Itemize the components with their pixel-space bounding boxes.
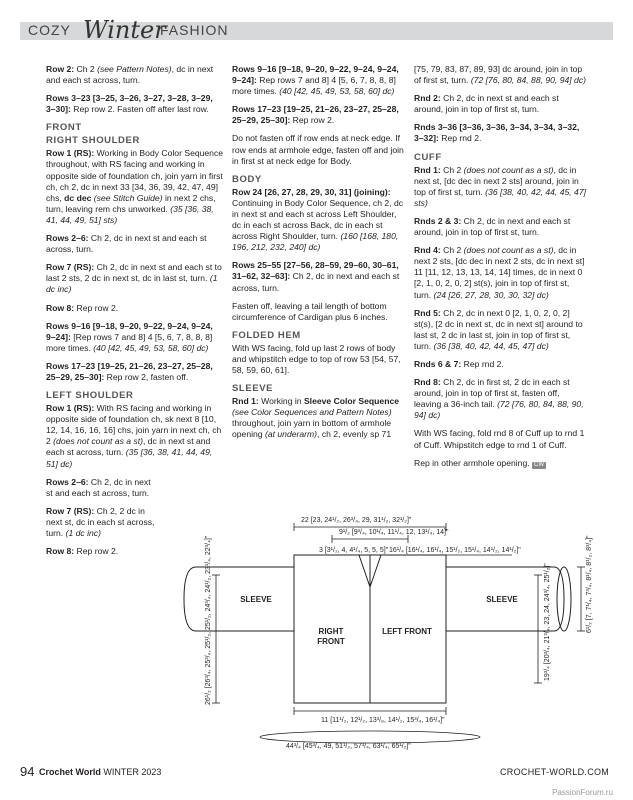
page-number: 94	[20, 764, 35, 779]
dim-cuff: 6¹/₂ [7, 7¹/₄, 7³/₄, 8¹/₄, 8¹/₂, 8³/₄]"	[586, 535, 593, 633]
header-cozy: COZY	[28, 22, 71, 38]
section-heading-right-shoulder: RIGHT SHOULDER	[46, 135, 140, 147]
section-heading-left-shoulder: LEFT SHOULDER	[46, 390, 134, 402]
paragraph: Rows 9–16 [9–18, 9–20, 9–22, 9–24, 9–24, 9–24]: Rep rows 7 and 8] 4 [5, 6, 7, 8, 8, 8] more times. (40 [42, 45, 49, 53, 58, 60] dc)	[232, 64, 399, 97]
website: CROCHET-WORLD.COM	[500, 767, 610, 777]
paragraph: Row 8: Rep row 2.	[46, 546, 119, 557]
paragraph: Do not fasten off if row ends at neck edge. If row ends at armhole edge, fasten off and join in first st at neck edge for Body.	[232, 133, 404, 166]
column-2	[232, 64, 406, 447]
paragraph: With WS facing, fold up last 2 rows of body and whipstitch edge to top of row 53 [54, 57, 58, 59, 60, 61].	[232, 342, 401, 375]
page-header	[20, 18, 613, 44]
watermark: PassionForum.ru	[552, 788, 613, 797]
paragraph: Rnd 8: Ch 2, dc in first st, 2 dc in each st around, join in top of first st, fasten off, leaving a 36-inch tail. (72 [76, 80, 84, 88, 90, 94] dc)	[414, 377, 584, 421]
section-heading-sleeve: SLEEVE	[232, 383, 274, 395]
paragraph: [75, 79, 83, 87, 89, 93] dc around, join in top of first st, turn. (72 [76, 80, 84, 88, 90, 94] dc)	[414, 64, 586, 86]
section-heading-body: BODY	[232, 173, 262, 185]
dim-shoulder-depth: 16¹/₄ [16¹/₄, 16¹/₄, 15¹/₂, 15¹/₄, 14¹/₂, 14¹/₂]"	[389, 547, 521, 554]
end-mark: CW	[534, 461, 545, 468]
section-heading-folded-hem: FOLDED HEM	[232, 329, 301, 341]
paragraph: Rnd 2: Ch 2, dc in next st and each st around, join in top of first st, turn.	[414, 93, 559, 115]
schematic-diagram	[176, 515, 596, 755]
paragraph: Row 1 (RS): Working in Body Color Sequence throughout, with RS facing and working in opposite side of foundation ch, join yarn in first ch, ch 2, dc in next 33 [34, 36, 39, 42, 47, 49] chs, dc dec (see Stitch Guide) in next 2 chs, turn, leaving rem chs unworked. (35 [36, 38, 41, 44, 49, 51] sts)	[46, 148, 224, 225]
paragraph: Rnd 4: Ch 2 (does not count as a st), dc in next 2 sts, [dc dec in next 2 sts, dc in next st] 11 [11, 12, 13, 13, 14, 14] times, dc in next 0 [2, 1, 0, 2, 0, 2] st(s), join in top of first st, turn. (24 [26, 27, 28, 30, 30, 32] dc)	[414, 245, 585, 300]
label-sleeve-left: SLEEVE	[240, 595, 272, 604]
dim-neck-depth: 3 [3¹/₂, 4, 4¹/₄, 5, 5, 5]"	[319, 547, 389, 554]
paragraph: Rnds 3–36 [3–36, 3–36, 3–34, 3–34, 3–32, 3–32]: Rep rnd 2.	[414, 122, 580, 144]
paragraph: Fasten off, leaving a tail length of bottom circumference of Cardigan plus 6 inches.	[232, 300, 388, 322]
paragraph: Row 8: Rep row 2.	[46, 302, 119, 313]
paragraph: Row 7 (RS): Ch 2, 2 dc in next st, dc in each st across, turn. (1 dc inc)	[46, 505, 155, 538]
paragraph: Rnds 2 & 3: Ch 2, dc in next and each st around, join in top of first st, turn.	[414, 215, 571, 238]
dim-sleeve-length: 19³/₄ [20³/₄, 21³/₄, 23, 24, 24³/₄, 25¹/₂]"	[544, 563, 551, 681]
dim-bottom-width: 44³/₄ [45³/₄, 49, 51¹/₂, 57³/₄, 63¹/₄, 65¹/₂]"	[286, 743, 411, 750]
dim-neck-width: 9¹/₂ [9³/₄, 10¹/₄, 11¹/₄, 12, 13¹/₄, 14]"	[339, 529, 449, 536]
paragraph: Rows 17–23 [19–25, 21–26, 23–27, 25–28, 25–29, 25–30]: Rep row 2.	[232, 104, 399, 126]
paragraph: Rnds 6 & 7: Rep rnd 2.	[414, 358, 504, 369]
paragraph: Rnd 5: Ch 2, dc in next 0 [2, 1, 0, 2, 0, 2] st(s), [2 dc in next st, dc in next st] around to last st, 2 dc in last st, join in top of first st, turn. (36 [38, 40, 42, 44, 45, 47] dc)	[414, 307, 583, 351]
paragraph: Row 24 [26, 27, 28, 29, 30, 31] (joining): Continuing in Body Color Sequence, ch 2, dc in next st and each st across Left Shoulder, dc in each st across Back, dc in each st across Right Shoulder, turn. (160 [168, 180, 196, 212, 232, 240] dc)	[232, 186, 404, 253]
paragraph: Rows 9–16 [9–18, 9–20, 9–22, 9–24, 9–24, 9–24]: [Rep rows 7 and 8] 4 [5, 6, 7, 8, 8, 8] more times. (40 [42, 45, 49, 53, 58, 60] dc)	[46, 320, 213, 353]
paragraph: Rows 3–23 [3–25, 3–26, 3–27, 3–28, 3–29, 3–30]: Rep row 2. Fasten off after last row.	[46, 93, 213, 115]
label-sleeve-right: SLEEVE	[486, 595, 518, 604]
paragraph: Rnd 1: Working in Sleeve Color Sequence (see Color Sequences and Pattern Notes) throughout, join yarn in bottom of armhole opening (at underarm), ch 2, evenly sp 71	[232, 396, 400, 440]
paragraph: Rep in other armhole opening. CW	[414, 457, 545, 468]
paragraph: Row 2: Ch 2 (see Pattern Notes), dc in next and each st across, turn.	[46, 64, 214, 86]
section-heading-front: FRONT	[46, 122, 82, 134]
column-1	[46, 64, 224, 564]
paragraph: Row 1 (RS): With RS facing and working in opposite side of foundation ch, sk next 8 [10, 12, 14, 16, 16, 16] chs, join yarn in next ch, ch 2 (does not count as a st), dc in next st and each st across, turn. (35 [36, 38, 41, 44, 49, 51] dc)	[46, 403, 222, 469]
paragraph: Rows 17–23 [19–25, 21–26, 23–27, 25–28, 25–29, 25–30]: Rep row 2, fasten off.	[46, 360, 213, 382]
label-left-front: LEFT FRONT	[382, 627, 432, 636]
paragraph: Rows 2–6: Ch 2, dc in next st and each st across, turn.	[46, 476, 151, 498]
header-fashion: FASHION	[160, 22, 229, 38]
column-3	[414, 64, 586, 476]
paragraph: Rnd 1: Ch 2 (does not count as a st), dc in next st, [dc dec in next 2 sts] around, join in top of first st, turn. (36 [38, 40, 42, 44, 45, 47] sts)	[414, 164, 586, 208]
dim-body-length: 26¹/₂ [26³/₄, 25³/₄, 25¹/₂, 25¹/₂, 24³/₄, 24¹/₂, 23¹/₄, 22³/₄]"	[205, 535, 212, 705]
header-winter: Winter	[83, 16, 166, 44]
label-right-front: RIGHT FRONT	[317, 627, 345, 646]
paragraph: Rows 2–6: Ch 2, dc in next st and each st across, turn.	[46, 233, 207, 255]
paragraph: Rows 25–55 [27–56, 28–59, 29–60, 30–61, 31–62, 32–63]: Ch 2, dc in next and each st across, turn.	[232, 260, 400, 293]
paragraph: Row 7 (RS): Ch 2, dc in next st and each st to last 2 sts, 2 dc in next st, dc in last st, turn. (1 dc inc)	[46, 262, 222, 295]
dim-front-width: 11 [11¹/₂, 12¹/₂, 13³/₈, 14¹/₂, 15³/₄, 16¹/₄]"	[321, 717, 445, 724]
magazine-name: Crochet World WINTER 2023	[39, 767, 162, 777]
paragraph: With WS facing, fold rnd 8 of Cuff up to rnd 1 of Cuff. Whipstitch edge to rnd 1 of Cuff.	[414, 428, 585, 450]
section-heading-cuff: CUFF	[414, 151, 442, 163]
dim-top-width: 22 [23, 24¹/₂, 26³/₄, 29, 31¹/₂, 32¹/₂]"	[301, 517, 412, 524]
